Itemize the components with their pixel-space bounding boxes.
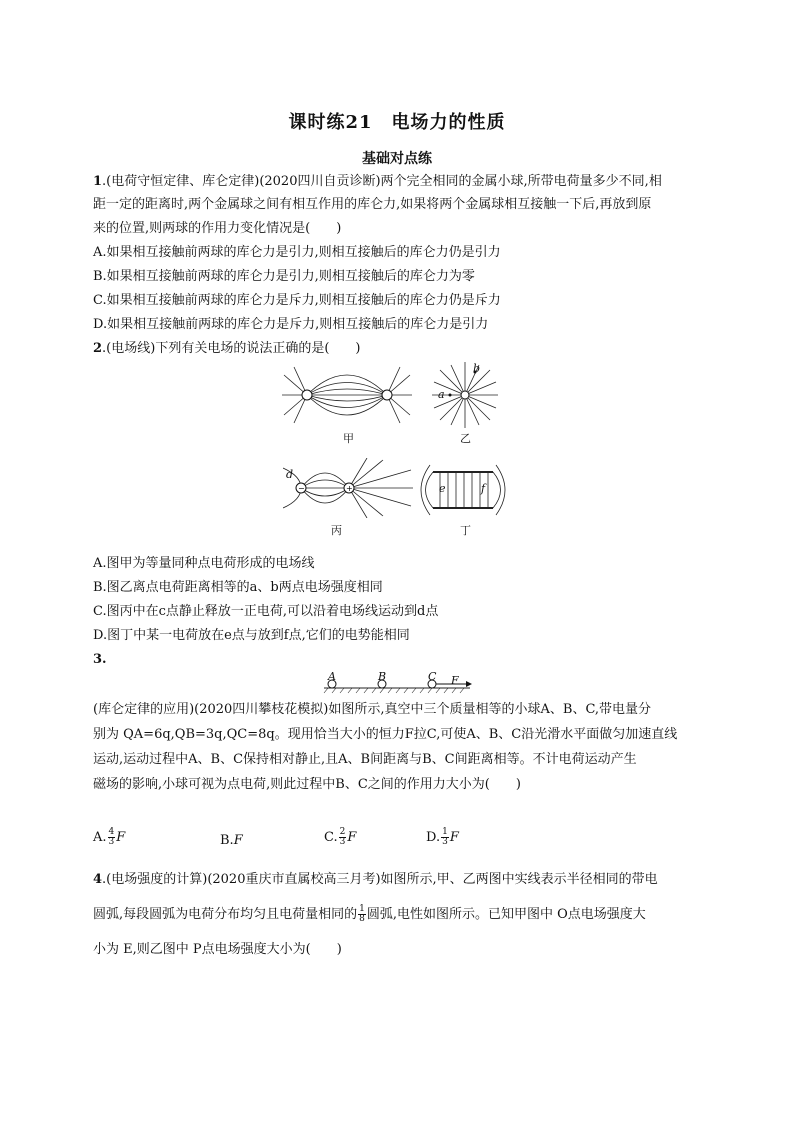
q4-line-1: 4.(电场强度的计算)(2020重庆市直属校高三月考)如图所示,甲、乙两图中实线表示半径相同的带电 <box>93 872 658 887</box>
figure-ding-parallel-plates <box>418 460 508 520</box>
q3-line-2: 别为 QA=6q,QB=3q,QC=8q。现用恰当大小的恒力F拉C,可使A、B、C沿光滑水平面做匀加速直线 <box>93 727 678 742</box>
point-label-e: e <box>439 482 446 495</box>
q1-line-2: 距一定的距离时,两个金属球之间有相互作用的库仑力,如果将两个金属球相互接触一下后,再放到原 <box>93 197 652 212</box>
ball-label-b: B <box>378 670 387 683</box>
svg-text:+: + <box>346 484 353 493</box>
q4-number: 4 <box>93 872 103 887</box>
q3-line-4: 磁场的影响,小球可视为点电荷,则此过程中B、C之间的作用力大小为( ) <box>93 777 521 792</box>
fig-label-jia: 甲 <box>343 432 354 445</box>
q2-option-d: D.图丁中某一电荷放在e点与放到f点,它们的电势能相同 <box>93 628 410 643</box>
q3-option-c-fraction: $\frac{2}{3}$ <box>339 827 346 847</box>
q3-option-a-fraction: $\frac{4}{3}$ <box>108 827 115 847</box>
ball-label-c: C <box>428 670 437 683</box>
page-title: 课时练21 电场力的性质 <box>288 112 506 133</box>
q4-line-3: 小为 E,则乙图中 P点电场强度大小为( ) <box>93 942 342 957</box>
point-label-b: b <box>473 362 481 375</box>
q1-option-d: D.如果相互接触前两球的库仑力是斥力,则相互接触后的库仑力是引力 <box>93 317 489 332</box>
svg-text:−: − <box>298 484 305 493</box>
q3-line-1: (库仑定律的应用)(2020四川攀枝花模拟)如图所示,真空中三个质量相等的小球A、B、C,带电量分 <box>93 702 652 717</box>
q1-number: 1 <box>93 174 103 189</box>
point-label-d: d <box>286 468 294 481</box>
q3-option-c: C. $\frac{2}{3}$ F <box>324 827 357 847</box>
q3-option-a: A. $\frac{4}{3}$ F <box>93 827 126 847</box>
q2-option-c: C.图丙中在c点静止释放一正电荷,可以沿着电场线运动到d点 <box>93 604 439 619</box>
q1-option-a: A.如果相互接触前两球的库仑力是引力,则相互接触后的库仑力仍是引力 <box>93 245 501 260</box>
q1-option-c: C.如果相互接触前两球的库仑力是斥力,则相互接触后的库仑力仍是斥力 <box>93 293 501 308</box>
figure-q3-three-balls <box>322 670 472 694</box>
q4-line-2: 圆弧,每段圆弧为电荷分布均匀且电荷量相同的 $\frac{1}{8}$ 圆弧,电性如图所示。已知甲图中 O点电场强度大 <box>93 904 646 924</box>
point-label-f: f <box>481 482 486 495</box>
figure-jia-field-lines <box>282 365 412 425</box>
q2-option-a: A.图甲为等量同种点电荷形成的电场线 <box>93 556 315 571</box>
section-title: 基础对点练 <box>362 151 432 167</box>
q1-line-3: 来的位置,则两球的作用力变化情况是( ) <box>93 221 342 236</box>
q2-option-b: B.图乙离点电荷距离相等的a、b两点电场强度相同 <box>93 580 383 595</box>
fig-label-ding: 丁 <box>460 524 471 537</box>
ball-label-a: A <box>328 670 336 683</box>
q2-stem: 2.(电场线)下列有关电场的说法正确的是( ) <box>93 341 361 356</box>
q4-fraction: $\frac{1}{8}$ <box>359 904 365 924</box>
q3-option-d-fraction: $\frac{1}{3}$ <box>442 827 448 847</box>
point-label-a: a <box>438 388 445 401</box>
q3-option-b: B.F <box>220 833 243 848</box>
fig-label-bing: 丙 <box>331 524 342 537</box>
force-label-f: F <box>451 674 459 687</box>
q1-line-1: 1.(电荷守恒定律、库仑定律)(2020四川自贡诊断)两个完全相同的金属小球,所带电荷量多少不同,相 <box>93 174 662 189</box>
q1-option-b: B.如果相互接触前两球的库仑力是引力,则相互接触后的库仑力为零 <box>93 269 475 284</box>
q2-number: 2 <box>93 341 103 356</box>
q3-option-d: D. $\frac{1}{3}$ F <box>426 827 459 847</box>
q3-line-3: 运动,运动过程中A、B、C保持相对静止,且A、B间距离与B、C间距离相等。不计电荷运动产生 <box>93 752 637 767</box>
figure-bing-dipole <box>283 458 413 518</box>
q3-number: 3. <box>93 652 107 667</box>
fig-label-yi: 乙 <box>460 432 471 445</box>
